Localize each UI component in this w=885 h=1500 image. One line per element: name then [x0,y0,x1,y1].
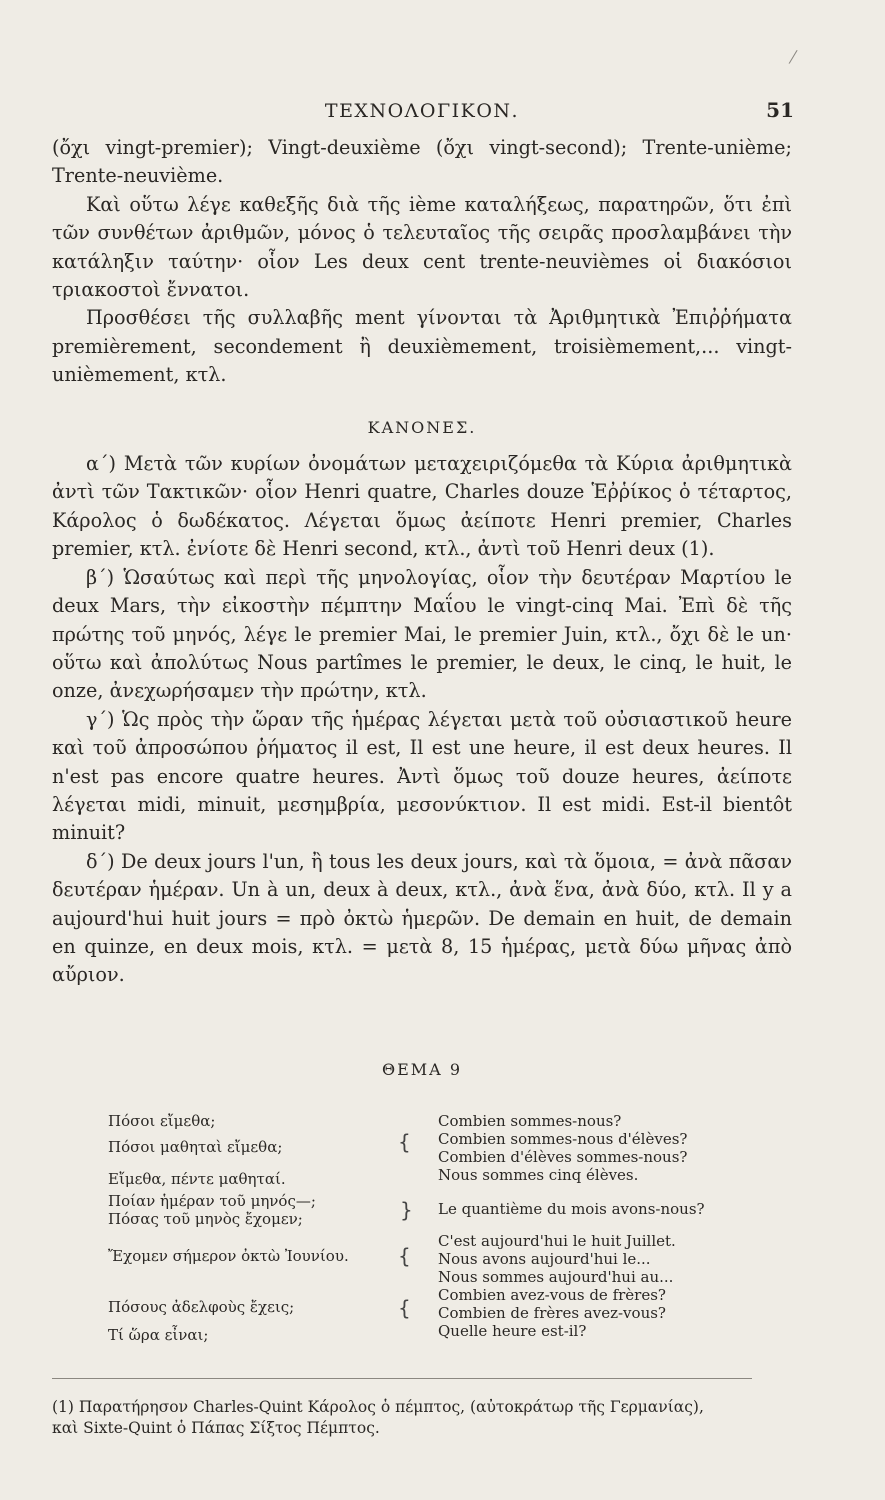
french-line: Combien sommes-nous? [438,1112,622,1130]
french-line: Combien avez-vous de frères? [438,1286,666,1304]
french-line: Quelle heure est-il? [438,1322,587,1340]
theme-title: ΘΕΜΑ 9 [382,1060,462,1079]
french-line: Nous sommes cinq élèves. [438,1166,639,1184]
greek-line: Πόσοι μαθηταὶ εἴμεθα; [108,1138,283,1156]
brace-icon: { [398,1130,411,1154]
french-line: Combien de frères avez-vous? [438,1304,666,1322]
footnote-line: (1) Παρατήρησον Charles-Quint Κάρολος ὁ πέμπτος, (αὐτοκράτωρ τῆς Γερμανίας), [52,1398,704,1416]
french-line: Nous avons aujourd'hui le... [438,1250,651,1268]
greek-line: Τί ὥρα εἶναι; [108,1326,209,1344]
paragraph-ieme-ending: Καὶ οὕτω λέγε καθεξῆς διὰ τῆς ième καταλήξεως, παρατηρῶν, ὅτι ἐπὶ τῶν συνθέτων ἀριθμῶν, μόνος ὁ τελευταῖος τῆς σειρᾶς προσλαμβάνει τὴν κατάληξιν ταύτην· οἷον Les deux cent trente-neuvièmes οἱ διακόσιοι τριακοστοὶ ἔννατοι. [52,192,792,302]
rule-b: β΄) Ὡσαύτως καὶ περὶ τῆς μηνολογίας, οἷον τὴν δευτέραν Μαρτίου le deux Mars, τὴν εἰκοστὴν πέμπτην Μαΐου le vingt-cinq Mai. Ἐπὶ δὲ τῆς πρώτης τοῦ μηνός, λέγε le premier Mai, le premier Juin, κτλ., ὄχι δὲ le un· οὕτω καὶ ἀπολύτως Nous partîmes le premier, le deux, le cinq, le huit, le onze, ἀνεχωρήσαμεν τὴν πρώτην, κτλ. [52,565,792,703]
footnote-line: καὶ Sixte-Quint ὁ Πάπας Σίξτος Πέμπτος. [52,1419,380,1437]
greek-line: Ἔχομεν σήμερον ὀκτὼ Ἰουνίου. [108,1247,349,1265]
french-line: Le quantième du mois avons-nous? [438,1200,705,1218]
french-line: Combien d'élèves sommes-nous? [438,1148,688,1166]
rules-heading: ΚΑΝΟΝΕΣ. [367,417,477,437]
brace-icon: { [398,1296,411,1320]
greek-line: Πόσοι εἴμεθα; [108,1112,216,1130]
footnote [52,1397,792,1439]
rule-d: δ΄) De deux jours l'un, ἢ tous les deux jours, καὶ τὰ ὅμοια, = ἀνὰ πᾶσαν δευτέραν ἡμέραν. Un à un, deux à deux, κτλ., ἀνὰ ἕνα, ἀνὰ δύο, κτλ. Il y a aujourd'hui huit jours = πρὸ ὀκτὼ ἡμερῶν. De demain en huit, de demain en quinze, en deux mois, κτλ. = μετὰ 8, 15 ἡμέρας, μετὰ δύω μῆνας ἀπὸ αὔριον. [52,849,792,987]
page-header [52,96,792,130]
brace-icon: { [398,1244,411,1268]
greek-line: Εἴμεθα, πέντε μαθηταί. [108,1170,286,1188]
french-line: Combien sommes-nous d'élèves? [438,1130,688,1148]
greek-line: Πόσας τοῦ μηνὸς ἔχομεν; [108,1210,303,1228]
greek-line: Ποίαν ἡμέραν τοῦ μηνός—; [108,1192,316,1210]
paragraph-continuation: (ὄχι vingt-premier); Vingt-deuxième (ὄχι vingt-second); Trente-unième; Trente-neuvième. [52,136,792,188]
french-line: Nous sommes aujourd'hui au... [438,1268,674,1286]
margin-mark: / [787,43,799,70]
running-title: ΤΕΧΝΟΛΟΓΙΚΟΝ. [324,100,520,122]
greek-line: Πόσους ἀδελφοὺς ἔχεις; [108,1298,295,1316]
french-line: C'est aujourd'hui le huit Juillet. [438,1232,676,1250]
paragraph-adverbs: Προσθέσει τῆς συλλαβῆς ment γίνονται τὰ Ἀριθμητικὰ Ἐπιῤῥήματα premièrement, secondement ἢ deuxièmement, troisièmement,... vingt-unièmement, κτλ. [52,306,792,387]
rule-c: γ΄) Ὡς πρὸς τὴν ὥραν τῆς ἡμέρας λέγεται μετὰ τοῦ οὐσιαστικοῦ heure καὶ τοῦ ἀπροσώπου ῥήματος il est, Il est une heure, il est deux heures. Il n'est pas encore quatre heures. Ἀντὶ ὅμως τοῦ douze heures, ἀείποτε λέγεται midi, minuit, μεσημβρία, μεσονύκτιον. Il est midi. Est-il bientôt minuit? [52,707,792,845]
rule-a: α΄) Μετὰ τῶν κυρίων ὀνομάτων μεταχειριζόμεθα τὰ Κύρια ἀριθμητικὰ ἀντὶ τῶν Τακτικῶν· οἷον Henri quatre, Charles douze Ἑῤῥίκος ὁ τέταρτος, Κάρολος ὁ δωδέκατος. Λέγεται ὅμως ἀείποτε Henri premier, Charles premier, κτλ. ἐνίοτε δὲ Henri second, κτλ., ἀντὶ τοῦ Henri deux (1). [52,452,792,561]
footnote-divider [52,1378,752,1379]
page-number: 51 [766,98,794,122]
body-text [52,134,792,990]
brace-icon: } [400,1198,413,1222]
